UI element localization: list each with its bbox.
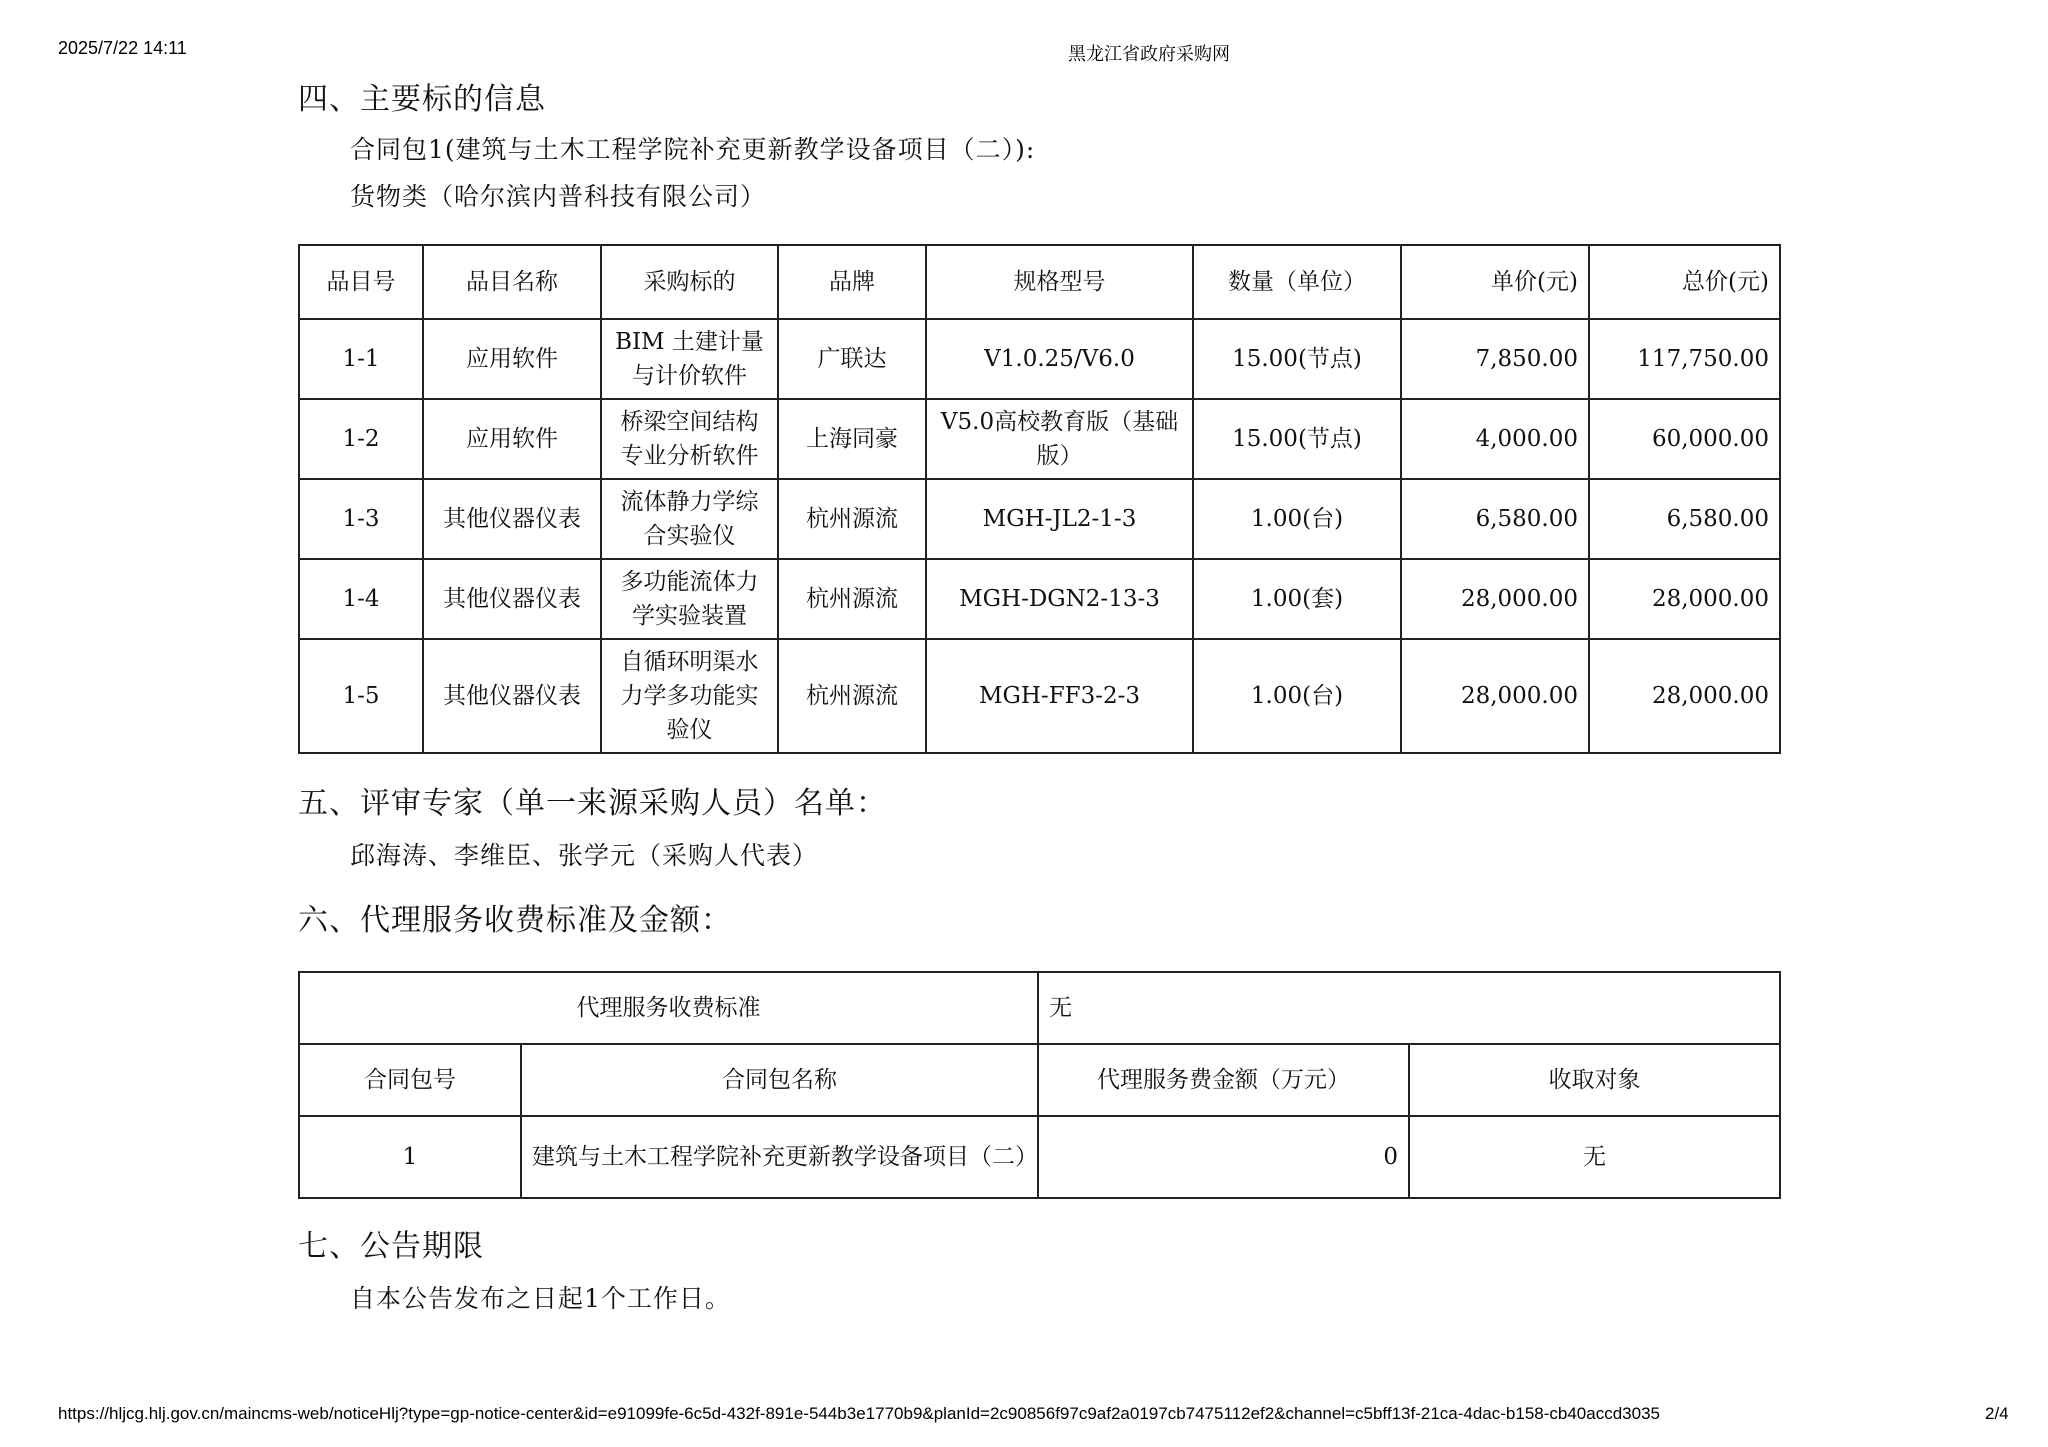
col-header-quantity: 数量（单位） bbox=[1193, 245, 1401, 319]
agency-fee-table bbox=[298, 971, 1781, 1199]
cell-model: MGH-JL2-1-3 bbox=[926, 479, 1193, 559]
cell-model: MGH-DGN2-13-3 bbox=[926, 559, 1193, 639]
section-title-notice-period: 七、公告期限 bbox=[298, 1229, 484, 1264]
cell-subject: 自循环明渠水力学多功能实验仪 bbox=[601, 639, 778, 753]
cell-quantity: 1.00(套) bbox=[1193, 559, 1401, 639]
fee-table-header bbox=[299, 1044, 1780, 1116]
table-row bbox=[299, 479, 1780, 559]
cell-quantity: 1.00(台) bbox=[1193, 479, 1401, 559]
cell-total-price: 28,000.00 bbox=[1589, 639, 1780, 753]
cell-payer: 无 bbox=[1409, 1116, 1780, 1198]
col-header-unit-price: 单价(元) bbox=[1401, 245, 1589, 319]
cell-brand: 广联达 bbox=[778, 319, 926, 399]
cell-unit-price: 7,850.00 bbox=[1401, 319, 1589, 399]
cell-unit-price: 6,580.00 bbox=[1401, 479, 1589, 559]
fee-standard-value: 无 bbox=[1038, 972, 1780, 1044]
items-table bbox=[298, 244, 1781, 754]
col-header-fee-amount: 代理服务费金额（万元） bbox=[1038, 1044, 1409, 1116]
cell-model: V5.0高校教育版（基础版） bbox=[926, 399, 1193, 479]
cell-subject: 流体静力学综合实验仪 bbox=[601, 479, 778, 559]
print-datetime: 2025/7/22 14:11 bbox=[58, 38, 187, 58]
cell-subject: BIM 土建计量与计价软件 bbox=[601, 319, 778, 399]
cell-item-no: 1-3 bbox=[299, 479, 423, 559]
col-header-package-name: 合同包名称 bbox=[521, 1044, 1038, 1116]
col-header-brand: 品牌 bbox=[778, 245, 926, 319]
cell-category: 应用软件 bbox=[423, 399, 601, 479]
cell-category: 应用软件 bbox=[423, 319, 601, 399]
contract-package-line: 合同包1(建筑与土木工程学院补充更新教学设备项目（二）): bbox=[350, 135, 1036, 164]
col-header-total-price: 总价(元) bbox=[1589, 245, 1780, 319]
table-row bbox=[299, 1116, 1780, 1198]
cell-category: 其他仪器仪表 bbox=[423, 479, 601, 559]
supplier-line: 货物类（哈尔滨内普科技有限公司） bbox=[350, 182, 767, 211]
table-row bbox=[299, 559, 1780, 639]
cell-item-no: 1-5 bbox=[299, 639, 423, 753]
section-title-main-items: 四、主要标的信息 bbox=[298, 82, 546, 117]
table-row bbox=[299, 319, 1780, 399]
cell-fee-amount: 0 bbox=[1038, 1116, 1409, 1198]
col-header-package-no: 合同包号 bbox=[299, 1044, 521, 1116]
cell-model: MGH-FF3-2-3 bbox=[926, 639, 1193, 753]
print-page-url: https://hljcg.hlj.gov.cn/maincms-web/noticeHlj?type=gp-notice-center&id=e91099fe-6c5d-432f-891e-544b3e1770b9&planId=2c90856f97c9af2a0197cb7475112ef2&channel=c5bff13f-21ca-4dac-b158-cb40accd3035 bbox=[58, 1404, 1660, 1423]
section-title-agency-fee: 六、代理服务收费标准及金额： bbox=[298, 903, 732, 938]
cell-category: 其他仪器仪表 bbox=[423, 559, 601, 639]
cell-item-no: 1-4 bbox=[299, 559, 423, 639]
table-row bbox=[299, 639, 1780, 753]
cell-unit-price: 4,000.00 bbox=[1401, 399, 1589, 479]
col-header-model: 规格型号 bbox=[926, 245, 1193, 319]
cell-brand: 杭州源流 bbox=[778, 479, 926, 559]
cell-unit-price: 28,000.00 bbox=[1401, 639, 1589, 753]
expert-names: 邱海涛、李维臣、张学元（采购人代表） bbox=[350, 841, 819, 870]
fee-standard-label: 代理服务收费标准 bbox=[299, 972, 1038, 1044]
col-header-payer: 收取对象 bbox=[1409, 1044, 1780, 1116]
cell-package-name: 建筑与土木工程学院补充更新教学设备项目（二） bbox=[521, 1116, 1038, 1198]
cell-category: 其他仪器仪表 bbox=[423, 639, 601, 753]
cell-item-no: 1-1 bbox=[299, 319, 423, 399]
cell-quantity: 15.00(节点) bbox=[1193, 399, 1401, 479]
cell-unit-price: 28,000.00 bbox=[1401, 559, 1589, 639]
cell-package-no: 1 bbox=[299, 1116, 521, 1198]
cell-subject: 桥梁空间结构专业分析软件 bbox=[601, 399, 778, 479]
col-header-item-no: 品目号 bbox=[299, 245, 423, 319]
col-header-category: 品目名称 bbox=[423, 245, 601, 319]
table-row bbox=[299, 399, 1780, 479]
cell-brand: 杭州源流 bbox=[778, 559, 926, 639]
fee-standard-row bbox=[299, 972, 1780, 1044]
items-table-header bbox=[299, 245, 1780, 319]
cell-total-price: 6,580.00 bbox=[1589, 479, 1780, 559]
cell-brand: 杭州源流 bbox=[778, 639, 926, 753]
cell-total-price: 28,000.00 bbox=[1589, 559, 1780, 639]
section-title-experts: 五、评审专家（单一来源采购人员）名单： bbox=[298, 786, 887, 821]
cell-item-no: 1-2 bbox=[299, 399, 423, 479]
cell-brand: 上海同豪 bbox=[778, 399, 926, 479]
col-header-subject: 采购标的 bbox=[601, 245, 778, 319]
cell-total-price: 60,000.00 bbox=[1589, 399, 1780, 479]
print-page-number: 2/4 bbox=[1985, 1404, 2009, 1423]
cell-subject: 多功能流体力学实验装置 bbox=[601, 559, 778, 639]
print-site-title: 黑龙江省政府采购网 bbox=[1068, 44, 1230, 64]
cell-total-price: 117,750.00 bbox=[1589, 319, 1780, 399]
cell-quantity: 1.00(台) bbox=[1193, 639, 1401, 753]
cell-quantity: 15.00(节点) bbox=[1193, 319, 1401, 399]
cell-model: V1.0.25/V6.0 bbox=[926, 319, 1193, 399]
notice-content bbox=[298, 78, 1778, 1322]
notice-period-text: 自本公告发布之日起1个工作日。 bbox=[350, 1284, 731, 1313]
